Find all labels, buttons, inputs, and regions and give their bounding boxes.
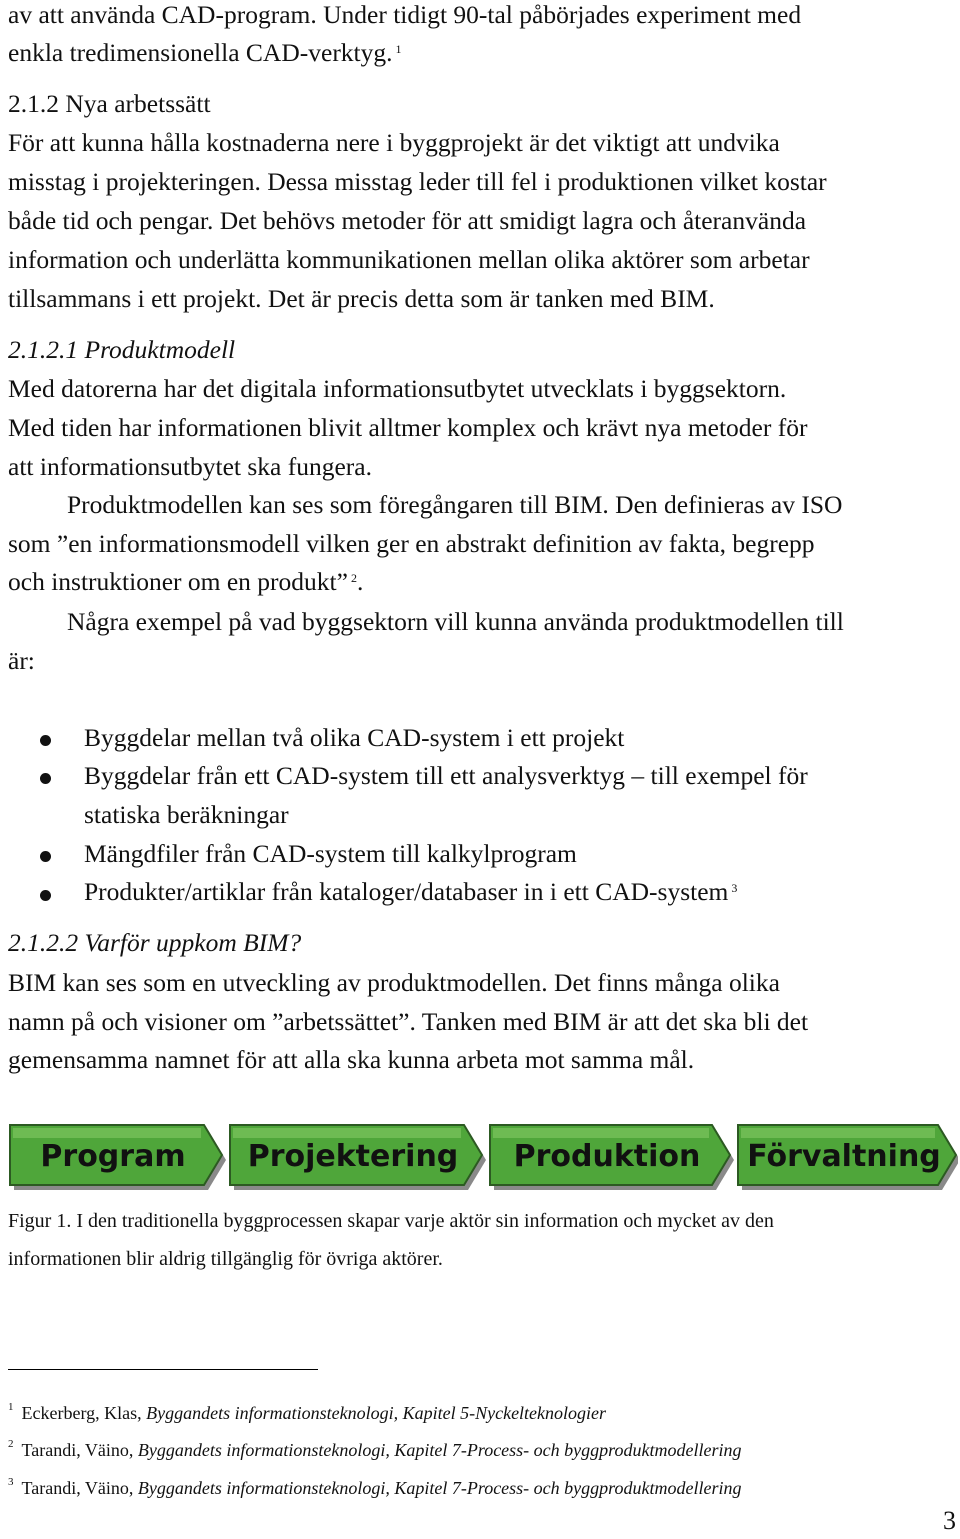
process-stage-1: [10, 1125, 226, 1190]
body-text: och instruktioner om en produkt”: [8, 567, 348, 596]
footnote-number: 3: [8, 1476, 14, 1488]
body-text-line: som ”en informationsmodell vilken ger en abstrakt definition av fakta, begrepp: [8, 529, 815, 558]
footnote-ref: 3: [731, 881, 738, 895]
section-heading: 2.1.2 Nya arbetssätt: [8, 89, 211, 118]
list-item-continuation: statiska beräkningar: [84, 800, 289, 829]
footnote: [8, 1402, 606, 1427]
body-text-line: [8, 38, 402, 68]
body-text-line: av att använda CAD-program. Under tidigt 90-tal påbörjades experiment med: [8, 0, 802, 29]
footnote-author: Tarandi, Väino,: [21, 1478, 138, 1498]
bullet-marker: [40, 851, 51, 862]
bullet-marker: [40, 890, 51, 901]
body-text-line: För att kunna hålla kostnaderna nere i byggprojekt är det viktigt att undvika: [8, 128, 780, 157]
list-item: Byggdelar mellan två olika CAD-system i ett projekt: [84, 723, 625, 752]
body-text-line: [8, 567, 363, 597]
process-stage-3: [490, 1125, 734, 1190]
stage-highlight: [493, 1128, 709, 1138]
body-text-line: Några exempel på vad byggsektorn vill kunna använda produktmodellen till: [67, 607, 844, 636]
figure-caption: informationen blir aldrig tillgänglig för övriga aktörer.: [8, 1248, 443, 1270]
body-text-line: är:: [8, 646, 35, 675]
process-stage-4: [738, 1125, 958, 1190]
footnote-number: 1: [8, 1401, 14, 1413]
footnote-author: Eckerberg, Klas,: [21, 1403, 147, 1423]
body-text: enkla tredimensionella CAD-verktyg.: [8, 38, 393, 67]
footnote-ref: 1: [395, 42, 402, 56]
footnote: [8, 1439, 741, 1464]
body-text-line: tillsammans i ett projekt. Det är precis detta som är tanken med BIM.: [8, 284, 715, 313]
subsection-heading: 2.1.2.1 Produktmodell: [8, 335, 236, 364]
process-flow-figure: [8, 1117, 958, 1197]
footnote-ref: 2: [350, 571, 357, 585]
list-item: [84, 877, 737, 907]
stage-highlight: [13, 1128, 201, 1138]
stage-label: Projektering: [247, 1139, 459, 1174]
list-item: Byggdelar från ett CAD-system till ett analysverktyg – till exempel för: [84, 761, 808, 790]
body-text-line: information och underlätta kommunikationen mellan olika aktörer som arbetar: [8, 245, 810, 274]
footnote-source: Byggandets informationsteknologi, Kapitel 7-Process- och byggproduktmodellering: [137, 1440, 742, 1460]
footnote-author: Tarandi, Väino,: [21, 1440, 138, 1460]
bullet-marker: [40, 735, 51, 746]
body-text-line: namn på och visioner om ”arbetssättet”. Tanken med BIM är att det ska bli det: [8, 1007, 809, 1036]
body-text-line: misstag i projekteringen. Dessa misstag leder till fel i produktionen vilket kostar: [8, 167, 827, 196]
stage-highlight: [233, 1128, 461, 1138]
footnote-separator: [8, 1369, 318, 1370]
stage-label: Program: [40, 1139, 186, 1174]
list-item: Mängdfiler från CAD-system till kalkylprogram: [84, 839, 577, 868]
stage-highlight: [741, 1128, 935, 1138]
footnote-source: Byggandets informationsteknologi, Kapitel 7-Process- och byggproduktmodellering: [137, 1478, 742, 1498]
stage-label: Produktion: [513, 1139, 701, 1174]
stage-label: Förvaltning: [747, 1139, 941, 1174]
subsection-heading: 2.1.2.2 Varför uppkom BIM?: [8, 928, 302, 957]
figure-caption: Figur 1. I den traditionella byggprocessen skapar varje aktör sin information och mycket av den: [8, 1210, 774, 1232]
list-item-text: Produkter/artiklar från kataloger/databaser in i ett CAD-system: [84, 877, 729, 906]
body-text-line: både tid och pengar. Det behövs metoder för att smidigt lagra och återanvända: [8, 206, 807, 235]
body-text-line: Med tiden har informationen blivit alltmer komplex och krävt nya metoder för: [8, 413, 808, 442]
body-text-line: Produktmodellen kan ses som föregångaren till BIM. Den definieras av ISO: [67, 490, 843, 519]
body-text: .: [356, 567, 364, 596]
footnote-number: 2: [8, 1438, 14, 1450]
body-text-line: att informationsutbytet ska fungera.: [8, 452, 372, 481]
page-number: 3: [943, 1506, 956, 1535]
body-text-line: BIM kan ses som en utveckling av produktmodellen. Det finns många olika: [8, 968, 780, 997]
footnote: [8, 1477, 741, 1502]
bullet-marker: [40, 773, 51, 784]
footnote-source: Byggandets informationsteknologi, Kapitel 5-Nyckelteknologier: [146, 1403, 607, 1423]
process-stage-2: [230, 1125, 486, 1190]
body-text-line: gemensamma namnet för att alla ska kunna arbeta mot samma mål.: [8, 1045, 695, 1074]
body-text-line: Med datorerna har det digitala informationsutbytet utvecklats i byggsektorn.: [8, 374, 787, 403]
